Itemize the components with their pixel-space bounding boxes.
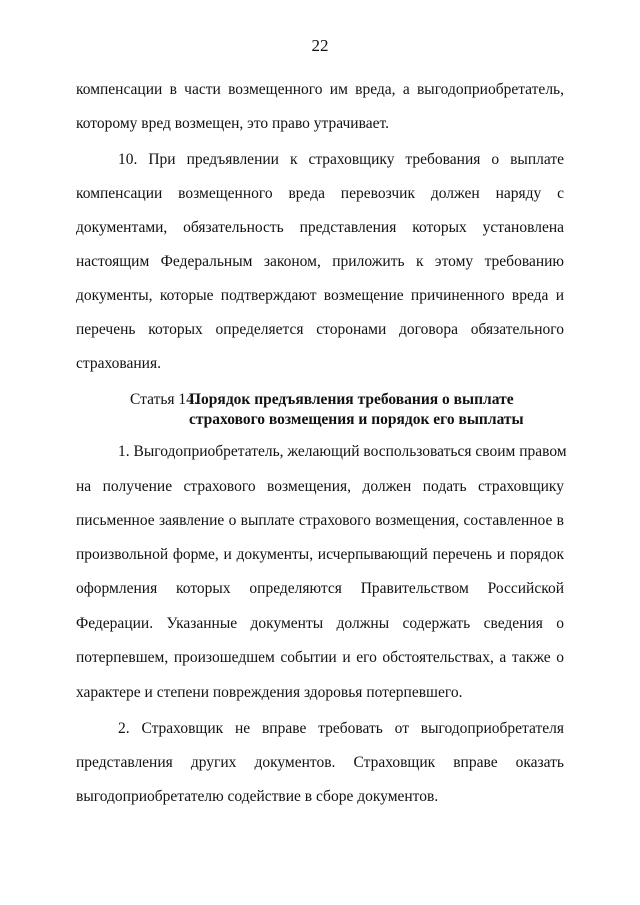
text-line: компенсации возмещенного вреда перевозчик должен наряду с [76, 185, 564, 202]
paragraph-first-line: 2. Страховщик не вправе требовать от выгодоприобретателя [118, 720, 564, 737]
text-line: настоящим Федеральным законом, приложить к этому требованию [76, 253, 564, 270]
text-line: которому вред возмещен, это право утрачивает. [76, 115, 389, 132]
text-line: документы, которые подтверждают возмещение причиненного вреда и [76, 287, 564, 304]
text-line: характере и степени повреждения здоровья потерпевшего. [76, 684, 463, 701]
article-title [189, 390, 524, 430]
text-line: письменное заявление о выплате страхового возмещения, составленное в [76, 512, 564, 529]
text-line: документами, обязательность представления которых установлена [76, 219, 564, 236]
text-line: выгодоприобретателю содействие в сборе документов. [76, 788, 439, 805]
article-label: Статья 14. [130, 391, 198, 408]
article-title-line: Порядок предъявления требования о выплате [189, 391, 514, 408]
text-line: Федерации. Указанные документы должны содержать сведения о [76, 615, 564, 632]
text-line: потерпевшем, произошедшем событии и его обстоятельствах, а также о [76, 649, 564, 666]
paragraph-first-line: 1. Выгодоприобретатель, желающий воспользоваться своим правом [118, 443, 567, 460]
text-line: оформления которых определяются Правительством Российской [76, 580, 564, 597]
text-line: представления других документов. Страховщик вправе оказать [76, 754, 564, 771]
text-line: на получение страхового возмещения, должен подать страховщику [76, 478, 564, 495]
text-line: перечень которых определяется сторонами договора обязательного [76, 321, 564, 338]
text-line: компенсации в части возмещенного им вреда, а выгодоприобретатель, [76, 81, 564, 98]
text-line: произвольной форме, и документы, исчерпывающий перечень и порядок [76, 546, 564, 563]
paragraph-first-line: 10. При предъявлении к страховщику требования о выплате [118, 151, 564, 168]
text-line: страхования. [76, 355, 161, 372]
article-title-line: страхового возмещения и порядок его выплаты [189, 411, 524, 428]
page-number: 22 [311, 36, 329, 55]
